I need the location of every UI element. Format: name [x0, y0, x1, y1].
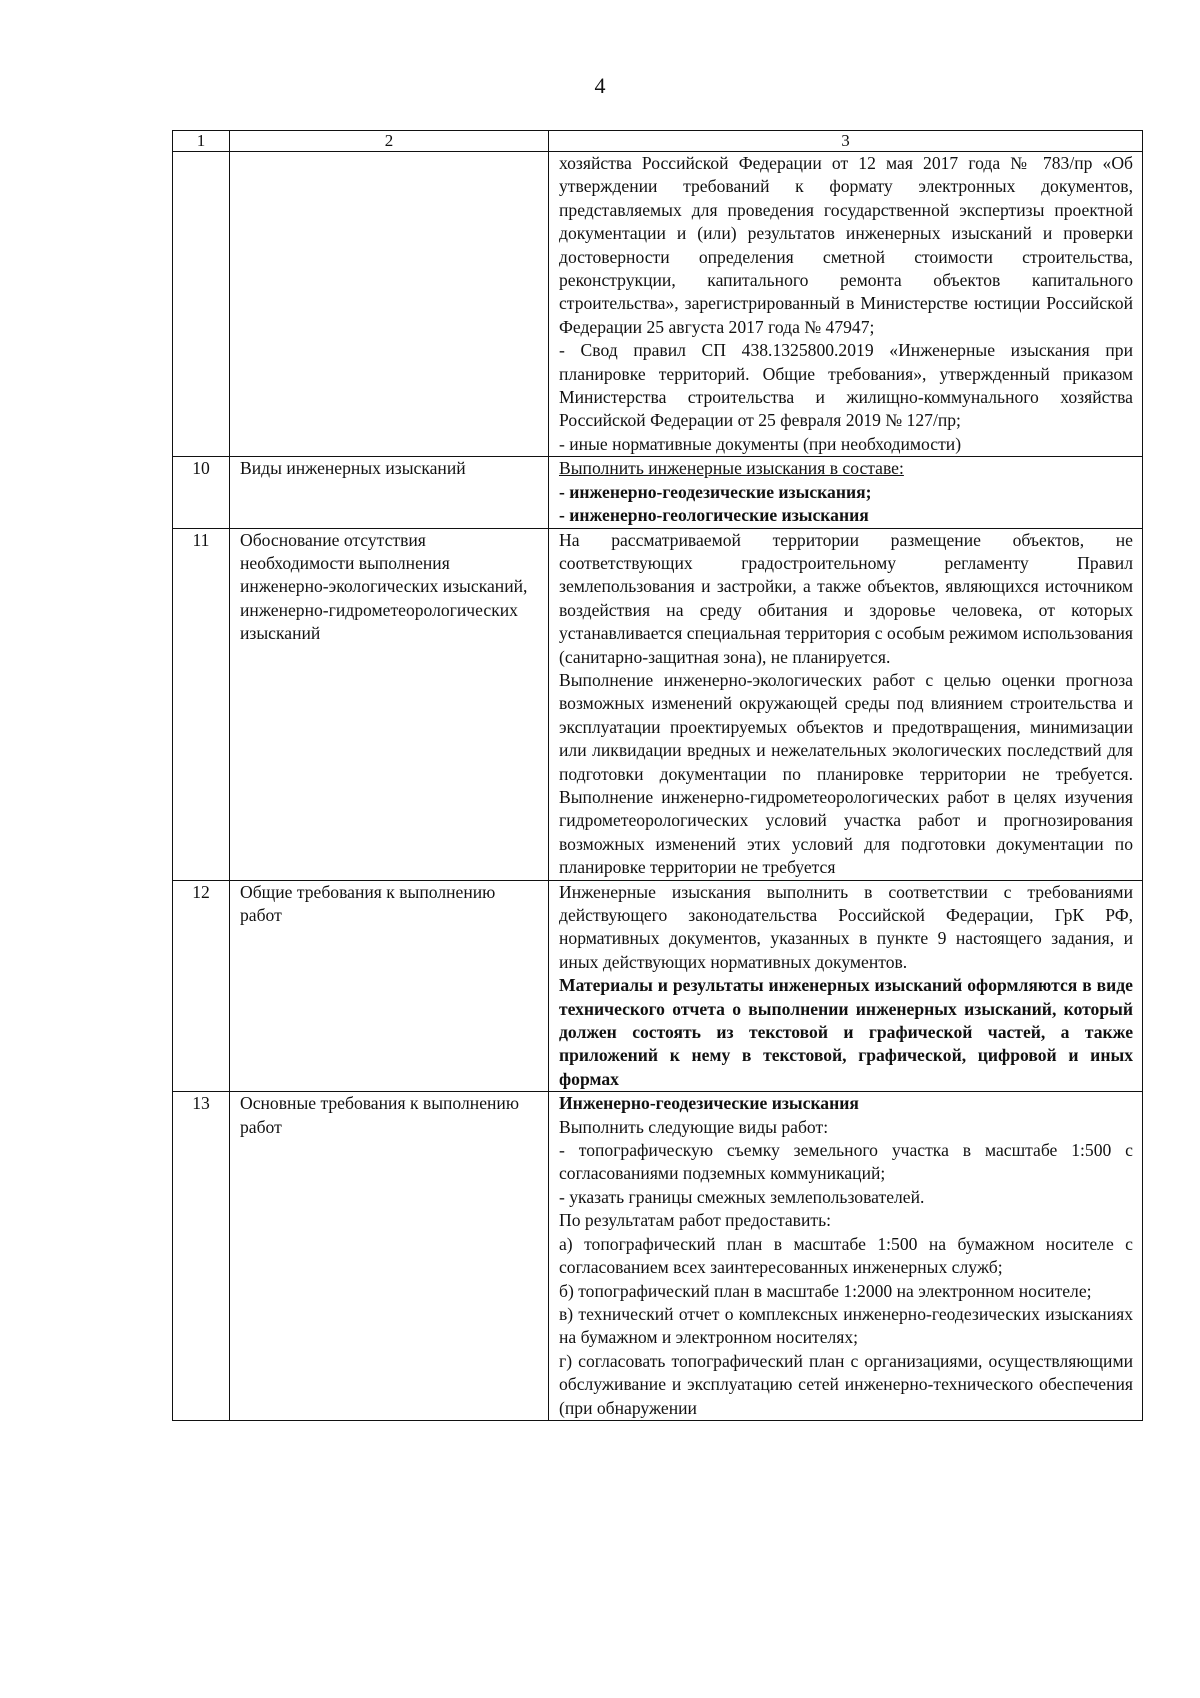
row-number: 11 — [173, 528, 230, 880]
content-paragraph: хозяйства Российской Федерации от 12 мая 2017 года № 783/пр «Об утверждении требований к формату электронных документов, представляемых для проведения государственной экспертизы проектной документации и (или) результатов инженерных изысканий и проверки достоверности определения сметной стоимости строительства, реконструкции, капитального ремонта объектов капитального строительства», зарегистрированный в Министерстве юстиции Российской Федерации 25 августа 2017 года № 47947; — [559, 153, 1133, 337]
content-paragraph-bold: Материалы и результаты инженерных изысканий оформляются в виде технического отчета о выполнении инженерных изысканий, который должен состоять из текстовой и графической частей, а также приложений к нему в текстовой, графической, цифровой и иных формах — [559, 975, 1133, 1089]
content-paragraph: Выполнение инженерно-экологических работ с целью оценки прогноза возможных изменений окружающей среды под влиянием строительства и эксплуатации проектируемых объектов и предотвращения, минимизации или ликвидации вредных и нежелательных экологических последствий для подготовки документации по планировке территории не требуется. Выполнение инженерно-гидрометеорологических работ в целях изучения гидрометеорологических условий участка работ и прогнозирования возможных изменений этих условий для подготовки документации по планировке территории не требуется — [559, 669, 1133, 878]
content-line: - топографическую съемку земельного участка в масштабе 1:500 с согласованиями подземных коммуникаций; — [559, 1140, 1133, 1184]
row-label: Основные требования к выполнению работ — [230, 1092, 549, 1421]
row-label: Общие требования к выполнению работ — [230, 880, 549, 1092]
table-header-row — [173, 131, 1143, 152]
row-content-cell — [549, 457, 1143, 528]
table-row-11 — [173, 528, 1143, 880]
row-label: Обоснование отсутствия необходимости выполнения инженерно-экологических изысканий, инженерно-гидрометеорологических изысканий — [230, 528, 549, 880]
content-list-item: - инженерно-геодезические изыскания; — [559, 481, 872, 502]
content-line: б) топографический план в масштабе 1:2000 на электронном носителе; — [559, 1280, 1092, 1301]
page-number: 4 — [594, 73, 606, 98]
content-line: в) технический отчет о комплексных инженерно-геодезических изысканиях на бумажном и электронном носителях; — [559, 1303, 1133, 1348]
content-intro: Выполнить инженерные изыскания в составе: — [559, 458, 904, 479]
table-row-12 — [173, 880, 1143, 1092]
column-header-1: 1 — [173, 131, 230, 152]
content-line: г) согласовать топографический план с организациями, осуществляющими обслуживание и эксплуатацию сетей инженерно-технического обеспечения (при обнаружении — [559, 1350, 1133, 1418]
content-paragraph: - Свод правил СП 438.1325800.2019 «Инженерные изыскания при планировке территорий. Общие требования», утвержденный приказом Министерства строительства и жилищно-коммунального хозяйства Российской Федерации от 25 февраля 2019 № 127/пр; — [559, 340, 1133, 431]
column-header-3: 3 — [549, 131, 1143, 152]
row-content-cell — [549, 528, 1143, 880]
content-paragraph: - иные нормативные документы (при необходимости) — [559, 433, 962, 454]
content-paragraph: На рассматриваемой территории размещение объектов, не соответствующих градостроительному регламенту Правил землепользования и застройки, а также объектов, являющихся источником воздействия на среду обитания и здоровье человека, от которых устанавливается специальная территория с особым режимом использования (санитарно-защитная зона), не планируется. — [559, 529, 1133, 667]
row-number: 13 — [173, 1092, 230, 1421]
content-paragraph: Инженерные изыскания выполнить в соответствии с требованиями действующего законодательства Российской Федерации, ГрК РФ, нормативных документов, указанных в пункте 9 настоящего задания, и иных действующих нормативных документов. — [559, 881, 1133, 972]
row-content-cell — [549, 152, 1143, 457]
row-content-cell — [549, 1092, 1143, 1421]
requirements-table — [172, 130, 1143, 1421]
content-heading: Инженерно-геодезические изыскания — [559, 1093, 859, 1114]
content-line: а) топографический план в масштабе 1:500 на бумажном носителе с согласованием всех заинтересованных инженерных служб; — [559, 1233, 1133, 1278]
content-line: - указать границы смежных землепользователей. — [559, 1186, 925, 1207]
row-number: 12 — [173, 880, 230, 1092]
content-list-item: - инженерно-геологические изыскания — [559, 505, 869, 526]
column-header-2: 2 — [230, 131, 549, 152]
content-line: Выполнить следующие виды работ: — [559, 1116, 829, 1137]
row-number-cell — [173, 152, 230, 457]
row-label: Виды инженерных изысканий — [230, 457, 549, 528]
row-label-cell — [230, 152, 549, 457]
row-number: 10 — [173, 457, 230, 528]
content-line: По результатам работ предоставить: — [559, 1210, 831, 1231]
table-row-13 — [173, 1092, 1143, 1421]
row-content-cell — [549, 880, 1143, 1092]
table-row-10 — [173, 457, 1143, 528]
table-row-continuation — [173, 152, 1143, 457]
